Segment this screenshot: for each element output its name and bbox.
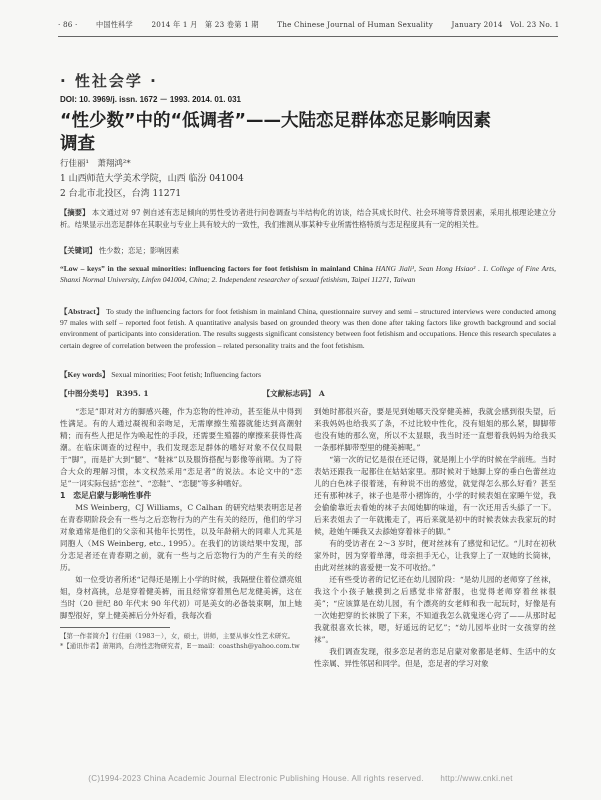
english-title-block	[60, 263, 556, 285]
journal-name-en: The Chinese Journal of Human Sexuality	[277, 20, 433, 29]
clc-code: 【中图分类号】 R395. 1	[60, 389, 149, 398]
english-authors: HANG Jiali¹, Sean Hong Hsiao²	[375, 264, 476, 273]
abstract-cn	[60, 207, 556, 230]
article-title: “性少数”中的“低调者”——大陆恋足群体恋足影响因素调查	[60, 111, 492, 154]
body-paragraph: 我们调查发现，很多恋足者的恋足启蒙对象都是老师、生活中的女性亲属、异性邻居和同学。但是，恋足者的学习对象	[314, 647, 556, 668]
keywords-en-text: Sexual minorities; Foot fetish; Influencing factors	[111, 370, 262, 379]
footnote-corresponding: *【通讯作者】萧翔鸿，台湾性恋物研究者，E－mail：coasthsh@yahoo.com.tw	[60, 642, 300, 650]
keywords-cn-label: 【关键词】	[60, 246, 97, 255]
journal-name-cn: 中国性科学	[96, 20, 133, 29]
body-paragraph: 有的受访者在 2～3 岁时，便对丝袜有了感觉和记忆。“儿时在初秋家外时，因为穿着单薄，母亲担手无心，让我穿上了一双她的长筒袜，由此对丝袜的喜爱便一发不可收拾。”	[314, 539, 556, 572]
document-code: 【文献标志码】 A	[262, 389, 325, 398]
issue-en: January 2014 Vol. 23 No. 1	[451, 20, 560, 29]
abstract-en-text: To study the influencing factors for foot fetishism in mainland China, questionnaire survey and semi – structured interviews were conducted among 97 males with self – reported foot fetish. A quantitative analysis based on grounded theory was then done after taking factors like growth background and social environment of participants into consideration. The results suggests significant consistency between foot fetishism and occupations. Hence this research speculates a certain degree of correlation between the profession – related personality traits and the foot fetishism.	[60, 307, 556, 350]
authors: 行佳丽¹ 萧翔鸿²*	[60, 159, 131, 169]
body-paragraph: MS Weinberg，CJ Williams，C Calhan 的研究结果表明恋足者在青春期阶段会有一些与之后恋物行为的产生有关的经历，他们的学习对象通常是他们的父亲和其他年长男性，以及年龄稍大的同辈人尤其是同胞人（MS Weinberg, etc., 1995）。在我们的访谈结果中发现，部分恋足者还在青春期之前，就有一些与之后恋物行为的产生有关的经历。	[60, 503, 302, 572]
issue-cn: 2014 年 1 月 第 23 卷第 1 期	[151, 20, 259, 29]
keywords-cn	[60, 245, 556, 257]
keywords-en	[60, 369, 556, 380]
affiliation-2: 2 台北市北投区，台湾 11271	[60, 189, 182, 199]
body-paragraph: “第一次的记忆是很在还记得，就是刚上小学的时候在学前班。当时表姑还跟我一起都住在姑姑家里。那时候对于她脚上穿的垂白色蕾丝边儿的白色袜子很着迷，有种说不出的感觉，就觉得怎么那么好看？甚至还有那种袜子，袜子也是带小褶饰的，小学的时候表姐在家睡午觉，我会偷偷靠近去看她的袜子去闻她脚的味道，有一次还用舌头舔了一下。后来表姐去了一年就搬走了，再后来就是初中的时候表妹去我家玩的时候，趁她午睡我又去舔她穿着袜子的脚。”	[314, 455, 556, 536]
doi: DOI: 10. 3969/j. issn. 1672 － 1993. 2014. 01. 031	[60, 95, 242, 104]
body-paragraph: 如一位受访者所述“记得还是刚上小学的时候，我隔壁住着位漂亮姐姐，身材高挑，总是穿着健美裤，而且经常穿着黑色尼龙健美裤，这在当时（20 世纪 80 年代末 90 年代初）可是美女的必备装束啊，加上她脚型很好，穿上健美裤后分外好看，我每次看	[60, 575, 302, 620]
copyright-footer: (C)1994-2023 China Academic Journal Electronic Publishing House. All rights reserved. http://www.cnki.net	[88, 774, 513, 783]
intro-paragraph: “恋足”即对对方的脚感兴趣，作为恋物的性冲动，甚至能从中得到性满足。有的人通过凝视和亲吻足，无需摩擦生殖器就能达到高潮射精；而有些人把足作为唤起性的手段，还需要生殖器的摩擦来获得性高潮。在临床调查的过程中，我们发现恋足群体的嗜好对象不仅仅局限于“脚”，而是扩大到“腿”、“鞋袜”以及服饰搭配与影像等前期。为了符合大众的理解习惯，本文权然采用“恋足者”的说法。本论文中的“恋足”一词实际包括“恋丝”、“恋鞋”、“恋腿”等多种嗜好。	[60, 407, 302, 488]
footnote-author: 【第一作者简介】行佳丽（1983－），女，硕士，讲师，主要从事女性艺术研究。	[60, 632, 295, 640]
right-column	[314, 406, 556, 670]
header-rule	[58, 36, 558, 37]
abstract-cn-text: 本文通过对 97 例自述有恋足倾向的男性受访者进行问卷调查与半结构化的访谈，结合其成长时代、社会环境等背景因素，采用扎根理论建立分析。结果显示出恋足群体在其职业与专业上具有较大的一致性，我们推测从事某种专业所需性格特质与恋足程度具有一定的相关性。	[60, 208, 556, 229]
section-label: · 性社会学 ·	[60, 72, 158, 90]
abstract-en	[60, 306, 556, 351]
english-affiliation: . 1. College of Fine Arts, Shanxi Normal University, Linfen 041004, China; 2. Independent researcher of sexual fetishism, Taipei 11271, Taiwan	[60, 264, 556, 285]
page-number: · 86 ·	[58, 20, 78, 29]
body-paragraph: 到她时都很兴奋，要是见到她哪天没穿健美裤，我就会感到很失望，后来我妈妈也给我买了条，不过比较中性化，没有姐姐的那么紧，脚脚带也没有她的那么宽，所以不太显眼，我当时还一直想着我妈妈为给我买一条那样脚带型里的健美裤呢。”	[314, 407, 556, 452]
running-header	[58, 20, 558, 30]
abstract-cn-label: 【摘要】	[60, 208, 90, 217]
english-title: “Low – keys” in the sexual minorities: influencing factors for foot fetishism in mainland China	[60, 264, 373, 273]
classification-codes	[60, 388, 540, 399]
footnote-rule	[60, 627, 170, 628]
left-column	[60, 406, 302, 651]
keywords-cn-text: 性少数；恋足；影响因素	[98, 246, 180, 255]
affiliation-1: 1 山西师范大学美术学院，山西 临汾 041004	[60, 174, 244, 184]
abstract-en-label: 【Abstract】	[60, 307, 104, 316]
body-paragraph: 还有些受访者的记忆还在幼儿园阶段：“是幼儿园的老师穿了丝袜，我这个小孩子触摸到之后感觉非常舒服，也觉得老师穿着丝袜很美”；“应该算是在幼儿园，有个漂亮的女老师和我一起玩时，好像是有一次她把穿的长袜脱了下来，不知道我怎么就鬼迷心窍了——从那时起我就很喜欢长袜，嗯，好遥远的记忆”；“幼儿园毕业时一女孩穿的丝袜”。	[314, 575, 556, 644]
keywords-en-label: 【Key words】	[60, 370, 110, 379]
section-heading-1: 1 恋足启蒙与影响性事件	[60, 491, 152, 500]
